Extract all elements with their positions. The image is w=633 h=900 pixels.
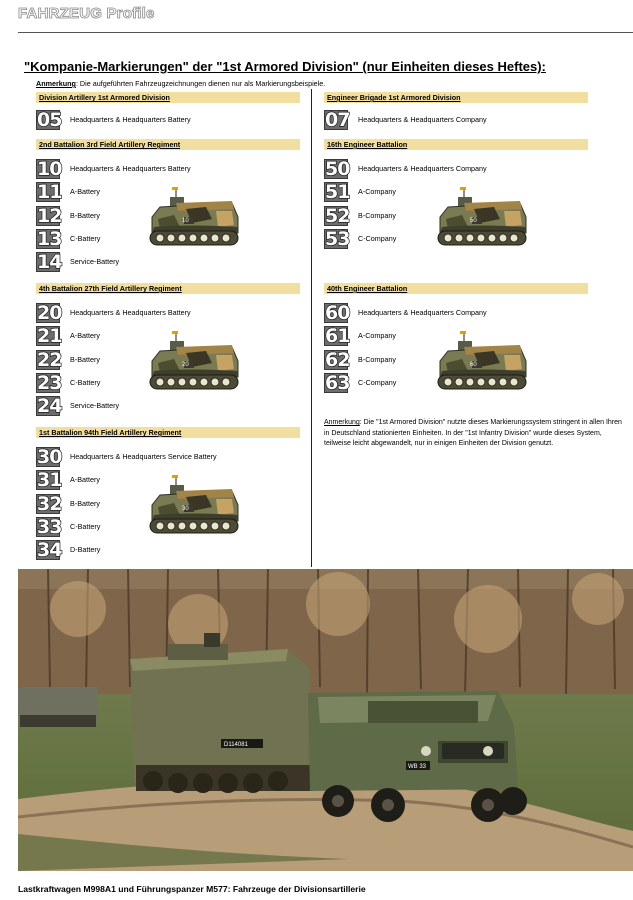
marking-row — [36, 447, 286, 467]
unit-label: D-Battery — [70, 545, 101, 555]
note-text: : Die aufgeführten Fahrzeugzeichnungen dienen nur als Markierungsbeispiele. — [75, 79, 326, 88]
company-code-badge — [36, 229, 60, 249]
marking-row — [36, 110, 286, 130]
unit-label: Headquarters & Headquarters Company — [358, 308, 487, 317]
unit-label: A-Battery — [70, 331, 100, 341]
note-engineer-label: Anmerkung — [324, 419, 360, 426]
company-code: 32 — [37, 492, 62, 515]
company-code: 61 — [325, 325, 350, 348]
unit-label: A-Battery — [70, 187, 100, 197]
company-code: 60 — [325, 302, 350, 324]
company-code: 33 — [37, 515, 62, 538]
company-code-badge — [324, 350, 348, 370]
unit-label: C-Battery — [70, 521, 101, 531]
company-code-badge — [36, 326, 60, 346]
marking-row — [324, 110, 574, 130]
company-code: 24 — [37, 395, 62, 418]
marking-row — [36, 252, 286, 272]
vehicle-number: 20 — [182, 361, 189, 368]
marking-row — [36, 159, 286, 179]
column-divider — [311, 89, 312, 567]
company-code-badge — [36, 182, 60, 202]
section-header: 2nd Battalion 3rd Field Artillery Regiment — [36, 139, 300, 150]
unit-label: A-Company — [358, 187, 396, 197]
unit-label: Headquarters & Headquarters Company — [358, 115, 487, 124]
marking-row — [324, 303, 574, 323]
company-code: 34 — [37, 539, 62, 562]
company-code-badge — [36, 470, 60, 490]
company-code-badge — [324, 159, 348, 179]
company-code: 05 — [37, 109, 62, 131]
company-code: 12 — [37, 204, 62, 227]
unit-label: Headquarters & Headquarters Battery — [70, 308, 191, 317]
company-code-badge — [36, 494, 60, 514]
marking-row — [36, 540, 286, 560]
unit-label: C-Battery — [70, 233, 101, 243]
vehicle-illustration — [146, 475, 242, 537]
company-code: 50 — [325, 158, 350, 180]
company-code: 62 — [325, 348, 350, 371]
header-rule — [18, 32, 633, 33]
company-code: 63 — [325, 371, 350, 394]
unit-label: Headquarters & Headquarters Battery — [70, 164, 191, 173]
unit-label: Service-Battery — [70, 257, 120, 267]
vehicle-illustration — [434, 331, 530, 393]
note-label: Anmerkung — [36, 79, 76, 88]
section-header: 4th Battalion 27th Field Artillery Regiment — [36, 283, 300, 294]
unit-label: Headquarters & Headquarters Company — [358, 164, 487, 173]
note-engineer-text: : Die "1st Armored Division" nutzte dieses Markierungssystem stringent in allen Ihren in Deutschland stationierten Einheiten. In der "1st Infantry Division" wurde dieses System, teilweise leicht abgewandelt, nur in einigen Einheiten der Division genutzt. — [324, 419, 622, 447]
company-code: 21 — [37, 325, 62, 348]
photo-caption: Lastkraftwagen M998A1 und Führungspanzer M577: Fahrzeuge der Divisionsartillerie — [18, 884, 366, 894]
vehicle-illustration — [434, 187, 530, 249]
main-heading: "Kompanie-Markierungen" der "1st Armored Division" (nur Einheiten dieses Heftes): — [24, 59, 546, 74]
company-code-badge — [36, 303, 60, 323]
company-code: 10 — [37, 158, 62, 180]
section-header: Division Artillery 1st Armored Division — [36, 92, 300, 103]
section-header: 40th Engineer Battalion — [324, 283, 588, 294]
company-code-badge — [324, 182, 348, 202]
company-code-badge — [36, 517, 60, 537]
vehicle-number: 60 — [470, 361, 477, 368]
company-code-badge — [324, 303, 348, 323]
company-code-badge — [36, 350, 60, 370]
marking-row — [36, 303, 286, 323]
header-title: FAHRZEUG Profile — [18, 5, 155, 22]
unit-label: C-Battery — [70, 377, 101, 387]
company-code: 51 — [325, 181, 350, 204]
photo-plate-hmmwv: WB 33 — [408, 764, 427, 770]
company-code-badge — [36, 252, 60, 272]
company-code-badge — [36, 396, 60, 416]
company-code: 53 — [325, 227, 350, 250]
company-code: 13 — [37, 227, 62, 250]
company-code: 07 — [325, 109, 350, 131]
section-header: 1st Battalion 94th Field Artillery Regiment — [36, 427, 300, 438]
company-code: 31 — [37, 469, 62, 492]
section-header: Engineer Brigade 1st Armored Division — [324, 92, 588, 103]
unit-label: A-Battery — [70, 475, 100, 485]
section-header: 16th Engineer Battalion — [324, 139, 588, 150]
unit-label: C-Company — [358, 233, 397, 243]
company-code: 20 — [37, 302, 62, 324]
vehicle-number: 30 — [182, 505, 189, 512]
note — [36, 79, 325, 88]
vehicle-illustration — [146, 331, 242, 393]
company-code-badge — [324, 229, 348, 249]
company-code-badge — [36, 206, 60, 226]
marking-row — [36, 396, 286, 416]
photo — [18, 569, 633, 871]
company-code: 11 — [37, 181, 62, 204]
unit-label: Headquarters & Headquarters Battery — [70, 115, 191, 124]
unit-label: A-Company — [358, 331, 396, 341]
unit-label: B-Battery — [70, 354, 100, 364]
company-code: 23 — [37, 371, 62, 394]
company-code: 52 — [325, 204, 350, 227]
company-code-badge — [36, 373, 60, 393]
company-code-badge — [36, 447, 60, 467]
unit-label: B-Company — [358, 210, 396, 220]
company-code-badge — [36, 159, 60, 179]
unit-label: Headquarters & Headquarters Service Battery — [70, 452, 217, 461]
company-code: 14 — [37, 251, 62, 274]
unit-label: B-Battery — [70, 210, 100, 220]
vehicle-illustration — [146, 187, 242, 249]
company-code: 30 — [37, 446, 62, 468]
company-code-badge — [324, 206, 348, 226]
company-code: 22 — [37, 348, 62, 371]
company-code-badge — [324, 326, 348, 346]
marking-row — [324, 159, 574, 179]
unit-label: B-Company — [358, 354, 396, 364]
photo-plate-m577: D114081 — [224, 742, 248, 748]
company-code-badge — [324, 110, 348, 130]
company-code-badge — [36, 540, 60, 560]
unit-label: B-Battery — [70, 498, 100, 508]
unit-label: C-Company — [358, 377, 397, 387]
note-engineer — [324, 418, 629, 450]
company-code-badge — [36, 110, 60, 130]
unit-label: Service-Battery — [70, 401, 120, 411]
company-code-badge — [324, 373, 348, 393]
vehicle-number: 10 — [182, 217, 189, 224]
vehicle-number: 50 — [470, 217, 477, 224]
